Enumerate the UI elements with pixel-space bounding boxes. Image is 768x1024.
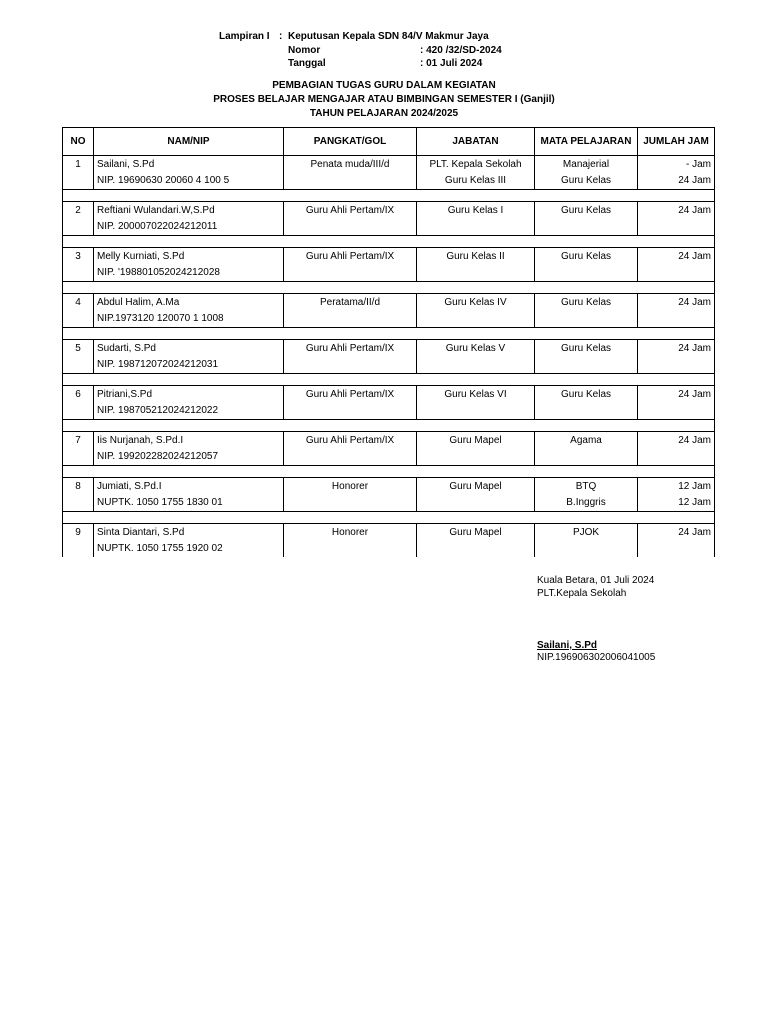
cell-jabatan-line1: Guru Kelas IV — [444, 297, 507, 308]
cell-jabatan-line2 — [420, 541, 531, 557]
cell-mata-pelajaran — [535, 478, 638, 512]
col-header-mata-pelajaran: MATA PELAJARAN — [535, 128, 638, 156]
cell-jumlah-jam-line1: 12 Jam — [678, 481, 711, 492]
signature-place-date: Kuala Betara, 01 Juli 2024 — [537, 575, 655, 586]
cell-mata-pelajaran — [535, 294, 638, 328]
spacer-cell — [63, 374, 715, 386]
cell-jabatan — [417, 202, 535, 236]
cell-jabatan — [417, 386, 535, 420]
cell-mata-pelajaran-line1: Guru Kelas — [560, 297, 612, 308]
cell-jabatan-line1: Guru Kelas I — [447, 205, 504, 216]
cell-jumlah-jam-line1: 24 Jam — [678, 251, 711, 262]
row-spacer — [63, 466, 715, 478]
cell-no — [63, 432, 94, 466]
cell-mata-pelajaran-line2 — [538, 449, 634, 465]
spacer-cell — [63, 328, 715, 340]
cell-jumlah-jam — [638, 340, 715, 374]
cell-mata-pelajaran-line1: Guru Kelas — [560, 251, 612, 262]
cell-name-nip-line1: Pitriani,S.Pd — [97, 389, 153, 400]
cell-jabatan-line2: Guru Kelas III — [444, 175, 507, 186]
cell-mata-pelajaran-line1: Guru Kelas — [560, 389, 612, 400]
cell-jumlah-jam — [638, 156, 715, 190]
cell-jumlah-jam — [638, 432, 715, 466]
table-row — [63, 524, 715, 558]
lampiran-label: Lampiran I — [219, 31, 270, 42]
cell-no-line1: 1 — [75, 159, 81, 170]
cell-name-nip-line1: Reftiani Wulandari.W,S.Pd — [97, 205, 215, 216]
cell-no — [63, 156, 94, 190]
cell-name-nip-line1: Iis Nurjanah, S.Pd.I — [97, 435, 184, 446]
cell-pangkat-line1: Penata muda/III/d — [310, 159, 390, 170]
cell-name-nip-line2: NIP. 198705212024212022 — [97, 405, 219, 416]
cell-jumlah-jam-line1: 24 Jam — [678, 343, 711, 354]
cell-name-nip-line2: NIP. 198712072024212031 — [97, 359, 219, 370]
empty-line — [287, 541, 413, 557]
cell-jabatan-line2 — [420, 357, 531, 373]
table-row — [63, 248, 715, 282]
cell-jabatan — [417, 524, 535, 558]
col-header-no: NO — [63, 128, 94, 156]
empty-line — [287, 173, 413, 189]
cell-jabatan — [417, 340, 535, 374]
cell-mata-pelajaran — [535, 156, 638, 190]
title-line-3: TAHUN PELAJARAN 2024/2025 — [309, 108, 459, 119]
cell-no-line1: 9 — [75, 527, 81, 538]
cell-jabatan — [417, 294, 535, 328]
table-row — [63, 432, 715, 466]
table-row — [63, 478, 715, 512]
cell-jumlah-jam-line2 — [641, 541, 711, 557]
empty-line — [66, 219, 90, 235]
cell-mata-pelajaran-line1: Manajerial — [562, 159, 610, 170]
empty-line — [287, 449, 413, 465]
empty-line — [66, 173, 90, 189]
teacher-assignment-table — [62, 127, 715, 557]
cell-no-line1: 8 — [75, 481, 81, 492]
cell-jumlah-jam — [638, 248, 715, 282]
tanggal-value: : 01 Juli 2024 — [420, 58, 483, 69]
cell-jumlah-jam-line2: 12 Jam — [678, 497, 711, 508]
signature-position: PLT.Kepala Sekolah — [537, 588, 627, 599]
cell-mata-pelajaran-line2 — [538, 219, 634, 235]
cell-pangkat-line1: Honorer — [331, 481, 369, 492]
cell-mata-pelajaran-line2 — [538, 265, 634, 281]
cell-no-line1: 6 — [75, 389, 81, 400]
cell-jabatan — [417, 156, 535, 190]
table-row — [63, 294, 715, 328]
cell-jumlah-jam-line1: 24 Jam — [678, 435, 711, 446]
row-spacer — [63, 236, 715, 248]
cell-name-nip — [94, 432, 284, 466]
cell-no-line1: 4 — [75, 297, 81, 308]
table-row — [63, 386, 715, 420]
cell-name-nip-line2: NUPTK. 1050 1755 1920 02 — [97, 543, 223, 554]
cell-pangkat — [284, 524, 417, 558]
cell-name-nip — [94, 340, 284, 374]
table-row — [63, 202, 715, 236]
col-header-jabatan: JABATAN — [417, 128, 535, 156]
title-line-1: PEMBAGIAN TUGAS GURU DALAM KEGIATAN — [272, 80, 496, 91]
cell-mata-pelajaran — [535, 202, 638, 236]
cell-mata-pelajaran-line2 — [538, 541, 634, 557]
row-spacer — [63, 374, 715, 386]
cell-jumlah-jam-line2 — [641, 357, 711, 373]
empty-line — [287, 357, 413, 373]
cell-jabatan-line2 — [420, 265, 531, 281]
spacer-cell — [63, 282, 715, 294]
cell-name-nip — [94, 386, 284, 420]
cell-jabatan-line2 — [420, 495, 531, 511]
cell-pangkat — [284, 156, 417, 190]
cell-mata-pelajaran — [535, 432, 638, 466]
row-spacer — [63, 282, 715, 294]
cell-jabatan-line1: PLT. Kepala Sekolah — [429, 159, 522, 170]
cell-pangkat — [284, 248, 417, 282]
spacer-cell — [63, 466, 715, 478]
cell-mata-pelajaran-line2 — [538, 357, 634, 373]
cell-name-nip-line2: NIP. '198801052024212028 — [97, 267, 220, 278]
cell-name-nip-line1: Jumiati, S.Pd.I — [97, 481, 162, 492]
empty-line — [66, 357, 90, 373]
cell-jumlah-jam-line2 — [641, 311, 711, 327]
empty-line — [287, 219, 413, 235]
cell-pangkat-line1: Guru Ahli Pertam/IX — [305, 389, 395, 400]
spacer-cell — [63, 512, 715, 524]
signature-name: Sailani, S.Pd — [537, 640, 598, 651]
cell-pangkat — [284, 202, 417, 236]
cell-name-nip — [94, 248, 284, 282]
cell-jabatan-line1: Guru Mapel — [449, 527, 502, 538]
cell-jumlah-jam — [638, 478, 715, 512]
cell-jumlah-jam-line1: 24 Jam — [678, 389, 711, 400]
cell-jabatan — [417, 248, 535, 282]
cell-no — [63, 478, 94, 512]
empty-line — [287, 311, 413, 327]
empty-line — [287, 495, 413, 511]
cell-name-nip-line1: Sudarti, S.Pd — [97, 343, 156, 354]
cell-mata-pelajaran — [535, 340, 638, 374]
nomor-value: : 420 /32/SD-2024 — [420, 45, 502, 56]
cell-pangkat — [284, 294, 417, 328]
nomor-label: Nomor — [288, 45, 321, 56]
cell-name-nip-line2: NIP. 199202282024212057 — [97, 451, 219, 462]
col-header-jumlah-jam: JUMLAH JAM — [638, 128, 715, 156]
cell-pangkat — [284, 432, 417, 466]
cell-jabatan-line1: Guru Mapel — [449, 481, 502, 492]
cell-mata-pelajaran-line2: Guru Kelas — [560, 175, 612, 186]
cell-name-nip-line1: Sailani, S.Pd — [97, 159, 155, 170]
cell-name-nip-line1: Sinta Diantari, S.Pd — [97, 527, 185, 538]
cell-name-nip — [94, 524, 284, 558]
cell-jabatan-line2 — [420, 403, 531, 419]
cell-jumlah-jam-line2 — [641, 265, 711, 281]
cell-jumlah-jam — [638, 294, 715, 328]
cell-pangkat — [284, 340, 417, 374]
cell-no-line1: 2 — [75, 205, 81, 216]
cell-jabatan-line1: Guru Mapel — [449, 435, 502, 446]
cell-name-nip — [94, 202, 284, 236]
spacer-cell — [63, 420, 715, 432]
cell-no — [63, 202, 94, 236]
cell-no — [63, 248, 94, 282]
cell-mata-pelajaran — [535, 386, 638, 420]
cell-mata-pelajaran-line1: PJOK — [572, 527, 600, 538]
cell-jabatan — [417, 432, 535, 466]
empty-line — [66, 265, 90, 281]
cell-name-nip-line2: NUPTK. 1050 1755 1830 01 — [97, 497, 223, 508]
col-header-pangkat: PANGKAT/GOL — [284, 128, 417, 156]
lampiran-separator: : — [279, 31, 283, 42]
cell-jumlah-jam-line2 — [641, 449, 711, 465]
signature-nip: NIP.196906302006041005 — [537, 652, 656, 663]
cell-name-nip-line2: NIP. 200007022024212011 — [97, 221, 218, 232]
cell-jumlah-jam-line1: 24 Jam — [678, 527, 711, 538]
cell-jumlah-jam — [638, 386, 715, 420]
cell-no-line1: 3 — [75, 251, 81, 262]
cell-pangkat — [284, 478, 417, 512]
cell-pangkat-line1: Peratama/II/d — [319, 297, 381, 308]
cell-mata-pelajaran-line2 — [538, 403, 634, 419]
cell-jumlah-jam-line2 — [641, 219, 711, 235]
cell-jumlah-jam-line1: - Jam — [686, 159, 711, 170]
cell-no-line1: 5 — [75, 343, 81, 354]
cell-pangkat — [284, 386, 417, 420]
empty-line — [66, 495, 90, 511]
cell-pangkat-line1: Guru Ahli Pertam/IX — [305, 251, 395, 262]
cell-name-nip — [94, 478, 284, 512]
cell-mata-pelajaran-line1: Guru Kelas — [560, 205, 612, 216]
cell-name-nip-line2: NIP. 19690630 20060 4 100 5 — [97, 175, 230, 186]
cell-name-nip — [94, 294, 284, 328]
cell-name-nip — [94, 156, 284, 190]
cell-jabatan-line2 — [420, 449, 531, 465]
cell-jabatan-line2 — [420, 219, 531, 235]
cell-pangkat-line1: Honorer — [331, 527, 369, 538]
cell-mata-pelajaran-line1: Agama — [570, 435, 602, 446]
empty-line — [66, 403, 90, 419]
cell-jabatan-line1: Guru Kelas II — [446, 251, 505, 262]
cell-jabatan — [417, 478, 535, 512]
spacer-cell — [63, 190, 715, 202]
cell-mata-pelajaran — [535, 524, 638, 558]
cell-mata-pelajaran-line2: B.Inggris — [566, 497, 606, 508]
cell-pangkat-line1: Guru Ahli Pertam/IX — [305, 343, 395, 354]
table-header-row — [63, 128, 715, 156]
table-row — [63, 156, 715, 190]
lampiran-value: Keputusan Kepala SDN 84/V Makmur Jaya — [288, 31, 489, 42]
cell-mata-pelajaran-line2 — [538, 311, 634, 327]
spacer-cell — [63, 236, 715, 248]
cell-jumlah-jam-line2 — [641, 403, 711, 419]
cell-jumlah-jam-line1: 24 Jam — [678, 297, 711, 308]
cell-name-nip-line1: Abdul Halim, A.Ma — [97, 297, 180, 308]
row-spacer — [63, 328, 715, 340]
cell-jumlah-jam — [638, 202, 715, 236]
cell-jabatan-line1: Guru Kelas VI — [444, 389, 507, 400]
cell-jumlah-jam-line1: 24 Jam — [678, 205, 711, 216]
empty-line — [287, 403, 413, 419]
cell-no — [63, 386, 94, 420]
cell-name-nip-line1: Melly Kurniati, S.Pd — [97, 251, 185, 262]
empty-line — [66, 311, 90, 327]
cell-mata-pelajaran-line1: BTQ — [575, 481, 597, 492]
empty-line — [287, 265, 413, 281]
cell-mata-pelajaran-line1: Guru Kelas — [560, 343, 612, 354]
cell-no-line1: 7 — [75, 435, 81, 446]
cell-jabatan-line2 — [420, 311, 531, 327]
cell-pangkat-line1: Guru Ahli Pertam/IX — [305, 435, 395, 446]
cell-pangkat-line1: Guru Ahli Pertam/IX — [305, 205, 395, 216]
cell-no — [63, 294, 94, 328]
cell-mata-pelajaran — [535, 248, 638, 282]
cell-no — [63, 524, 94, 558]
col-header-name: NAM/NIP — [94, 128, 284, 156]
empty-line — [66, 541, 90, 557]
title-line-2: PROSES BELAJAR MENGAJAR ATAU BIMBINGAN SEMESTER I (Ganjil) — [213, 94, 555, 105]
empty-line — [66, 449, 90, 465]
cell-name-nip-line2: NIP.1973120 120070 1 1008 — [97, 313, 224, 324]
row-spacer — [63, 420, 715, 432]
cell-no — [63, 340, 94, 374]
cell-jumlah-jam-line2: 24 Jam — [678, 175, 711, 186]
row-spacer — [63, 512, 715, 524]
table-row — [63, 340, 715, 374]
cell-jumlah-jam — [638, 524, 715, 558]
tanggal-label: Tanggal — [288, 58, 326, 69]
row-spacer — [63, 190, 715, 202]
cell-jabatan-line1: Guru Kelas V — [445, 343, 506, 354]
